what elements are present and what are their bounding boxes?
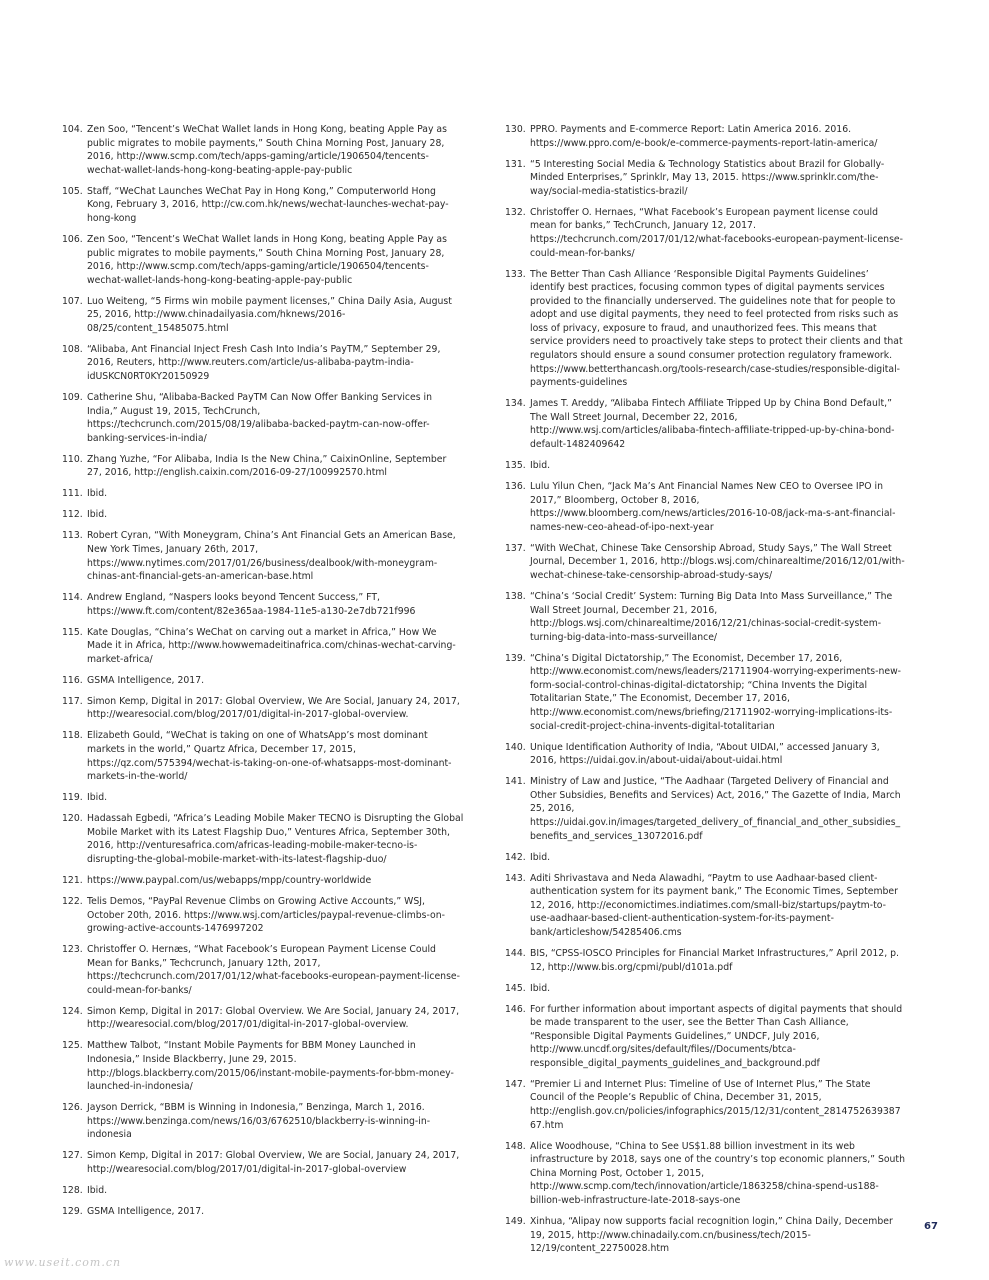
endnote-number: 119. <box>62 792 83 804</box>
endnote-item <box>62 391 464 445</box>
endnote-number: 118. <box>62 730 83 742</box>
endnote-item <box>505 206 905 260</box>
endnote-text: Alice Woodhouse, “China to See US$1.88 billion investment in its web infrastructure by 2018, says one of the country’s top economic planners,” South China Morning Post, October 1, 2015, http://www.scmp.com/tech/innovation/article/1863258/china-spend-us188-billion-web-infrastructure-late-2018-says-one <box>530 1140 905 1206</box>
endnote-text: Zhang Yuzhe, “For Alibaba, India Is the New China,” CaixinOnline, September 27, 2016, http://english.caixin.com/2016-09-27/100992570.html <box>87 453 447 479</box>
endnote-text: For further information about important aspects of digital payments that should be made transparent to the user, see the Better Than Cash Alliance, “Responsible Digital Payments Guidelines,” UNDCF, July 2016, http://www.uncdf.org/sites/default/files//Documents/btca-responsible_digital_payments_guidelines_and_background.pdf <box>530 1003 903 1069</box>
endnote-item <box>62 1101 464 1142</box>
endnote-item <box>62 185 464 226</box>
endnote-number: 138. <box>505 590 526 602</box>
endnote-item <box>62 1039 464 1093</box>
endnote-text: Unique Identification Authority of India, “About UIDAI,” accessed January 3, 2016, https://uidai.gov.in/about-uidai/about-uidai.html <box>530 741 880 767</box>
endnote-number: 147. <box>505 1078 526 1090</box>
endnote-number: 104. <box>62 124 83 135</box>
endnote-item <box>62 591 464 618</box>
endnote-item <box>62 343 464 384</box>
endnote-item <box>62 791 464 805</box>
endnote-text: “Alibaba, Ant Financial Inject Fresh Cash Into India’s PayTM,” September 29, 2016, Reuters, http://www.reuters.com/article/us-alibaba-paytm-india-idUSKCN0RT0KY20150929 <box>87 343 441 383</box>
endnote-item <box>62 508 464 522</box>
endnote-item <box>505 1215 905 1256</box>
endnote-number: 117. <box>62 695 83 707</box>
endnote-number: 120. <box>62 813 83 825</box>
endnote-text: Robert Cyran, “With Moneygram, China’s Ant Financial Gets an American Base, New York Times, January 26th, 2017, https://www.nytimes.com/2017/01/26/business/dealbook/with-moneygram-chinas-ant-financial-gets-an-american-base.html <box>87 530 456 583</box>
endnotes-right-column <box>505 123 905 1263</box>
endnote-number: 149. <box>505 1215 526 1227</box>
endnote-number: 145. <box>505 982 526 994</box>
endnote-text: Ibid. <box>87 1184 108 1196</box>
endnote-text: Jayson Derrick, “BBM is Winning in Indonesia,” Benzinga, March 1, 2016. https://www.benzinga.com/news/16/03/6762510/blackberry-is-winning-in-indonesia <box>87 1102 431 1141</box>
endnote-number: 121. <box>62 874 83 886</box>
endnote-item <box>505 542 905 583</box>
endnote-item <box>62 674 464 688</box>
endnote-item <box>505 872 905 940</box>
endnote-number: 123. <box>62 944 83 956</box>
endnote-number: 126. <box>62 1102 83 1114</box>
endnote-number: 122. <box>62 895 83 907</box>
endnote-item <box>505 397 905 451</box>
endnote-item <box>505 158 905 199</box>
endnote-text: PPRO. Payments and E-commerce Report: Latin America 2016. 2016. https://www.ppro.com/e-book/e-commerce-payments-report-latin-america/ <box>530 124 878 149</box>
endnote-number: 113. <box>62 530 83 542</box>
endnote-number: 127. <box>62 1150 83 1162</box>
endnote-item <box>505 268 905 390</box>
endnote-text: BIS, “CPSS-IOSCO Principles for Financial Market Infrastructures,” April 2012, p. 12, http://www.bis.org/cpmi/publ/d101a.pdf <box>530 947 899 973</box>
endnote-number: 144. <box>505 947 526 959</box>
endnote-number: 107. <box>62 295 83 307</box>
endnote-number: 128. <box>62 1184 83 1196</box>
endnote-number: 148. <box>505 1140 526 1152</box>
endnote-text: Christoffer O. Hernaes, “What Facebook’s European payment license could mean for banks,” TechCrunch, January 12, 2017. https://techcrunch.com/2017/01/12/what-facebooks-european-payment-license-could-mean-for-banks/ <box>530 206 903 259</box>
endnote-item <box>505 590 905 644</box>
endnote-text: Ibid. <box>530 460 551 472</box>
endnote-text: Kate Douglas, “China’s WeChat on carving out a market in Africa,” How We Made it in Africa, http://www.howwemadeitinafrica.com/chinas-wechat-carving-market-africa/ <box>87 626 456 665</box>
endnote-item <box>62 295 464 336</box>
endnote-text: Telis Demos, “PayPal Revenue Climbs on Growing Active Accounts,” WSJ, October 20th, 2016. https://www.wsj.com/articles/paypal-revenue-climbs-on-growing-active-accounts-1476997202 <box>87 895 445 935</box>
endnote-item <box>62 1184 464 1198</box>
endnote-text: Aditi Shrivastava and Neda Alawadhi, “Paytm to use Aadhaar-based client-authentication system for its payment bank,” The Economic Times, September 12, 2016, http://economictimes.indiatimes.com/small-biz/startups/paytm-to-use-aadhaar-based-client-authentication-system-for-its-payment-bank/articleshow/54285406.cms <box>530 872 898 938</box>
endnote-item <box>62 453 464 480</box>
endnote-text: Catherine Shu, “Alibaba-Backed PayTM Can Now Offer Banking Services in India,” August 19, 2015, TechCrunch, https://techcrunch.com/2015/08/19/alibaba-backed-paytm-can-now-offer-banking-services-in-india/ <box>87 392 433 444</box>
endnote-number: 134. <box>505 398 526 410</box>
endnotes-left-column <box>62 123 464 1226</box>
endnote-item <box>62 812 464 866</box>
endnote-number: 115. <box>62 626 83 638</box>
page-number: 67 <box>924 1221 938 1232</box>
endnote-number: 125. <box>62 1040 83 1052</box>
endnote-text: Ibid. <box>87 509 108 521</box>
endnote-item <box>62 695 464 722</box>
endnote-text: Xinhua, “Alipay now supports facial recognition login,” China Daily, December 19, 2015, http://www.chinadaily.com.cn/business/tech/2015-12/19/content_22750028.htm <box>530 1215 893 1255</box>
endnote-item <box>62 529 464 583</box>
endnote-text: Lulu Yilun Chen, “Jack Ma’s Ant Financial Names New CEO to Oversee IPO in 2017,” Bloomberg, October 8, 2016, https://www.bloomberg.com/news/articles/2016-10-08/jack-ma-s-ant-financial-names-new-ceo-ahead-of-ipo-next-year <box>530 481 896 533</box>
endnote-text: Zen Soo, “Tencent’s WeChat Wallet lands in Hong Kong, beating Apple Pay as public migrates to mobile payments,” South China Morning Post, January 28, 2016, http://www.scmp.com/tech/apps-gaming/article/1906504/tencents-wechat-wallet-lands-hong-kong-beating-apple-pay-public <box>87 124 447 176</box>
endnote-text: James T. Areddy, “Alibaba Fintech Affiliate Tripped Up by China Bond Default,” The Wall Street Journal, December 22, 2016, http://www.wsj.com/articles/alibaba-fintech-affiliate-tripped-up-by-china-bond-default-1482409642 <box>530 398 895 451</box>
endnote-item <box>505 1003 905 1071</box>
endnote-number: 141. <box>505 776 526 788</box>
endnote-number: 143. <box>505 872 526 884</box>
endnote-number: 131. <box>505 158 526 170</box>
endnote-number: 137. <box>505 542 526 554</box>
endnote-number: 124. <box>62 1005 83 1017</box>
endnote-number: 114. <box>62 592 83 604</box>
endnote-item <box>62 487 464 501</box>
endnote-number: 129. <box>62 1205 83 1217</box>
endnote-number: 130. <box>505 124 526 135</box>
endnote-item <box>505 947 905 974</box>
endnote-item <box>62 943 464 997</box>
endnote-number: 132. <box>505 206 526 218</box>
endnote-item <box>62 874 464 888</box>
endnote-number: 105. <box>62 185 83 197</box>
endnote-text: “China’s ‘Social Credit’ System: Turning Big Data Into Mass Surveillance,” The Wall Street Journal, December 21, 2016, http://blogs.wsj.com/chinarealtime/2016/12/21/chinas-social-credit-system-turning-big-data-into-mass-surveillance/ <box>530 590 893 643</box>
endnote-number: 109. <box>62 392 83 404</box>
endnote-text: Simon Kemp, Digital in 2017: Global Overview. We Are Social, January 24, 2017, http://wearesocial.com/blog/2017/01/digital-in-2017-global-overview. <box>87 1005 460 1031</box>
endnote-text: Matthew Talbot, “Instant Mobile Payments for BBM Money Launched in Indonesia,” Inside Blackberry, June 29, 2015. http://blogs.blackberry.com/2015/06/instant-mobile-payments-for-bbm-money-launched-in-indonesia/ <box>87 1040 454 1093</box>
endnote-text: https://www.paypal.com/us/webapps/mpp/country-worldwide <box>87 874 372 886</box>
endnote-item <box>505 123 905 150</box>
endnote-text: GSMA Intelligence, 2017. <box>87 674 205 686</box>
endnote-item <box>505 1140 905 1208</box>
endnote-item <box>505 851 905 865</box>
endnote-text: Christoffer O. Hernæs, “What Facebook’s European Payment License Could Mean for Banks,” Techcrunch, January 12th, 2017, https://techcrunch.com/2017/01/12/what-facebooks-european-payment-license-could-mean-for-banks/ <box>87 944 460 996</box>
endnote-text: Ibid. <box>87 792 108 804</box>
endnote-text: Ibid. <box>87 488 108 500</box>
endnote-number: 111. <box>62 488 83 500</box>
endnote-text: Elizabeth Gould, “WeChat is taking on one of WhatsApp’s most dominant markets in the world,” Quartz Africa, December 17, 2015, https://qz.com/575394/wechat-is-taking-on-one-of-whatsapps-most-dominant-markets-in-the-world/ <box>87 730 452 783</box>
endnote-number: 110. <box>62 453 83 465</box>
endnote-item <box>62 626 464 667</box>
endnote-item <box>505 480 905 534</box>
endnote-text: Ministry of Law and Justice, “The Aadhaar (Targeted Delivery of Financial and Other Subsidies, Benefits and Services) Act, 2016,” The Gazette of India, March 25, 2016, https://uidai.gov.in/images/targeted_delivery_of_financial_and_other_subsidies_benefits_and_services_13072016.pdf <box>530 776 901 842</box>
endnote-text: Simon Kemp, Digital in 2017: Global Overview, We are Social, January 24, 2017, http://wearesocial.com/blog/2017/01/digital-in-2017-global-overview <box>87 1150 460 1175</box>
endnote-item <box>505 775 905 843</box>
endnote-item <box>62 895 464 936</box>
endnote-number: 136. <box>505 481 526 492</box>
endnote-text: GSMA Intelligence, 2017. <box>87 1205 205 1217</box>
endnote-item <box>505 1078 905 1132</box>
endnote-text: “5 Interesting Social Media & Technology Statistics about Brazil for Globally-Minded Enterprises,” Sprinklr, May 13, 2015. https://www.sprinklr.com/the-way/social-media-statistics-brazil/ <box>530 158 885 197</box>
endnote-text: Zen Soo, “Tencent’s WeChat Wallet lands in Hong Kong, beating Apple Pay as public migrates to mobile payments,” South China Morning Post, January 28, 2016, http://www.scmp.com/tech/apps-gaming/article/1906504/tencents-wechat-wallet-lands-hong-kong-beating-apple-pay-public <box>87 233 447 286</box>
endnote-number: 108. <box>62 343 83 355</box>
endnote-item <box>62 729 464 783</box>
endnote-text: Staff, “WeChat Launches WeChat Pay in Hong Kong,” Computerworld Hong Kong, February 3, 2016, http://cw.com.hk/news/wechat-launches-wechat-pay-hong-kong <box>87 185 449 224</box>
endnote-number: 135. <box>505 460 526 472</box>
endnote-number: 116. <box>62 674 83 686</box>
endnote-text: Simon Kemp, Digital in 2017: Global Overview, We Are Social, January 24, 2017, http://wearesocial.com/blog/2017/01/digital-in-2017-global-overview. <box>87 695 460 721</box>
endnote-number: 106. <box>62 233 83 245</box>
endnote-number: 146. <box>505 1003 526 1015</box>
endnote-item <box>62 1005 464 1032</box>
endnote-item <box>62 233 464 287</box>
endnote-text: The Better Than Cash Alliance ‘Responsible Digital Payments Guidelines’ identify best practices, focusing common types of digital payments services provided to the financially underserved. The guidelines note that for people to adopt and use digital payments, they need to feel protected from risks such as loss of privacy, exposure to fraud, and unauthorized fees. This means that service providers need to proactively take steps to protect their clients and that regulators should ensure a sound consumer protection regulatory framework. https://www.betterthancash.org/tools-research/case-studies/responsible-digital-payments-guidelines <box>530 268 903 389</box>
endnote-text: “Premier Li and Internet Plus: Timeline of Use of Internet Plus,” The State Council of the People’s Republic of China, December 31, 2015, http://english.gov.cn/policies/infographics/2015/12/31/content_281475263938767.htm <box>530 1078 901 1131</box>
endnote-number: 139. <box>505 652 526 664</box>
endnote-item <box>505 982 905 996</box>
endnote-item <box>62 1205 464 1219</box>
endnote-number: 140. <box>505 741 526 753</box>
endnote-text: Ibid. <box>530 851 551 863</box>
endnote-text: Ibid. <box>530 982 551 994</box>
endnote-item <box>505 741 905 768</box>
endnote-item <box>62 1149 464 1176</box>
endnote-text: Luo Weiteng, “5 Firms win mobile payment licenses,” China Daily Asia, August 25, 2016, http://www.chinadailyasia.com/hknews/2016-08/25/content_15485075.html <box>87 295 452 334</box>
endnote-number: 112. <box>62 509 83 521</box>
endnote-number: 142. <box>505 851 526 863</box>
endnote-text: “China’s Digital Dictatorship,” The Economist, December 17, 2016, http://www.economist.com/news/leaders/21711904-worrying-experiments-new-form-social-control-chinas-digital-dictatorship; “China Invents the Digital Totalitarian State,” The Economist, December 17, 2016, http://www.economist.com/news/briefing/21711902-worrying-implications-its-social-credit-project-china-invents-digital-totalitarian <box>530 652 902 732</box>
endnote-number: 133. <box>505 268 526 280</box>
endnote-item <box>505 652 905 734</box>
endnote-item <box>62 123 464 177</box>
endnote-item <box>505 459 905 473</box>
endnote-text: Hadassah Egbedi, “Africa’s Leading Mobile Maker TECNO is Disrupting the Global Mobile Market with its Latest Flagship Duo,” Ventures Africa, September 30th, 2016, http://venturesafrica.com/africas-leading-mobile-maker-tecno-is-disrupting-the-global-mobile-market-with-its-latest-flagship-duo/ <box>87 813 464 865</box>
endnote-text: Andrew England, “Naspers looks beyond Tencent Success,” FT, https://www.ft.com/content/82e365aa-1984-11e5-a130-2e7db721f996 <box>87 592 416 617</box>
watermark: www.useit.com.cn <box>4 1256 122 1269</box>
endnote-text: “With WeChat, Chinese Take Censorship Abroad, Study Says,” The Wall Street Journal, December 1, 2016, http://blogs.wsj.com/chinarealtime/2016/12/01/with-wechat-chinese-take-censorship-abroad-study-says/ <box>530 542 905 581</box>
